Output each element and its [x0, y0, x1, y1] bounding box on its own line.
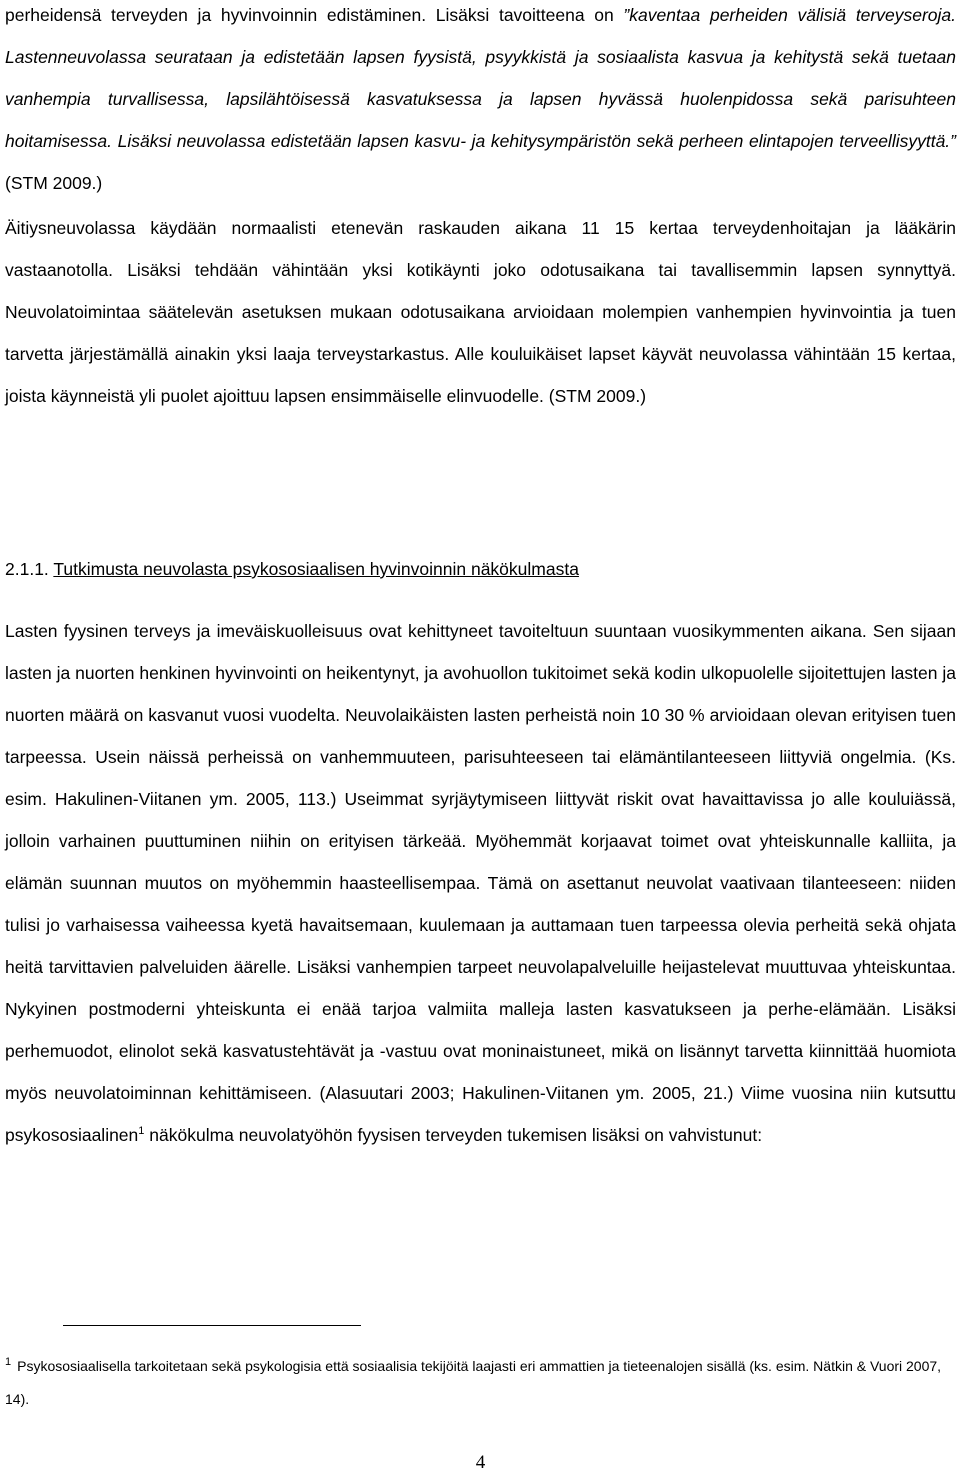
footnote-reference[interactable]: 1: [138, 1125, 145, 1138]
paragraph-1: [5, 0, 956, 204]
footnote-text: Psykososiaalisella tarkoitetaan sekä psykologisia että sosiaalisia tekijöitä laajasti eri ammattien ja tieteenalojen sisällä (ks. esim. Nätkin & Vuori 2007, 14).: [5, 1358, 942, 1407]
footnote-number: 1: [5, 1356, 12, 1369]
paragraph-1-intro: perheidensä terveyden ja hyvinvoinnin edistäminen. Lisäksi tavoitteena on: [5, 5, 624, 25]
section-title: Tutkimusta neuvolasta psykososiaalisen hyvinvoinnin näkökulmasta: [53, 559, 579, 579]
footnote: [5, 1350, 945, 1416]
paragraph-1-citation: (STM 2009.): [5, 173, 103, 193]
paragraph-1-quote: ”kaventaa perheiden välisiä terveyseroja. Lastenneuvolassa seurataan ja edistetään lapsen fyysistä, psyykkistä ja sosiaalista kasvua ja kehitystä sekä tuetaan vanhempia turvallisessa, lapsilähtöisessä kasvatuksessa ja lapsen hyvässä huolenpidossa sekä parisuhteen hoitamisessa. Lisäksi neuvolassa edistetään lapsen kasvu- ja kehitysympäristön sekä perheen elintapojen terveellisyyttä.”: [5, 5, 956, 151]
page-number: 4: [475, 1452, 486, 1473]
paragraph-3: [5, 610, 956, 1156]
paragraph-3-text: Lasten fyysinen terveys ja imeväiskuolleisuus ovat kehittyneet tavoiteltuun suuntaan vuosikymmenten aikana. Sen sijaan lasten ja nuorten henkinen hyvinvointi on heikentynyt, ja avohuollon tukitoimet sekä kodin ulkopuolelle sijoitettujen lasten ja nuorten määrä on kasvanut vuosi vuodelta. Neuvolaikäisten lasten perheistä noin 10 30 % arvioidaan olevan erityisen tuen tarpeessa. Usein näissä perheissä on vanhemmuuteen, parisuhteeseen tai elämäntilanteeseen liittyviä ongelmia. (Ks. esim. Hakulinen-Viitanen ym. 2005, 113.) Useimmat syrjäytymiseen liittyvät riskit ovat havaittavissa jo alle kouluiässä, jolloin varhainen puuttuminen niihin on erityisen tärkeää. Myöhemmät korjaavat toimet ovat yhteiskunnalle kalliita, ja elämän suunnan muutos on myöhemmin haasteellisempaa. Tämä on asettanut neuvolat vaativaan tilanteeseen: niiden tulisi jo varhaisessa vaiheessa kyetä havaitsemaan, kuulemaan ja auttamaan tuen tarpeessa olevia perheitä sekä ohjata heitä tarvittavien palveluiden äärelle. Lisäksi vanhempien tarpeet neuvolapalveluille heijastelevat muuttuvaa yhteiskuntaa. Nykyinen postmoderni yhteiskunta ei enää tarjoa valmiita malleja lasten kasvatukseen ja perhe-elämään. Lisäksi perhemuodot, elinolot sekä kasvatustehtävät ja -vastuu ovat moninaistuneet, mikä on lisännyt tarvetta kiinnittää huomiota myös neuvolatoiminnan kehittämiseen. (Alasuutari 2003; Hakulinen-Viitanen ym. 2005, 21.) Viime vuosina niin kutsuttu psykososiaalinen: [5, 621, 956, 1145]
paragraph-3-tail: näkökulma neuvolatyöhön fyysisen terveyden tukemisen lisäksi on vahvistunut:: [144, 1125, 763, 1145]
section-heading: [5, 548, 579, 590]
footnote-separator: [63, 1325, 361, 1326]
paragraph-2: Äitiysneuvolassa käydään normaalisti etenevän raskauden aikana 11 15 kertaa terveydenhoitajan ja lääkärin vastaanotolla. Lisäksi tehdään vähintään yksi kotikäynti joko odotusaikana tai tavallisemmin lapsen synnyttyä. Neuvolatoimintaa säätelevän asetuksen mukaan odotusaikana arvioidaan molempien vanhempien hyvinvointia ja tuen tarvetta järjestämällä ainakin yksi laaja terveystarkastus. Alle kouluikäiset lapset käyvät neuvolassa vähintään 15 kertaa, joista käynneistä yli puolet ajoittuu lapsen ensimmäiselle elinvuodelle. (STM 2009.): [5, 218, 956, 406]
section-number: 2.1.1.: [5, 559, 49, 579]
